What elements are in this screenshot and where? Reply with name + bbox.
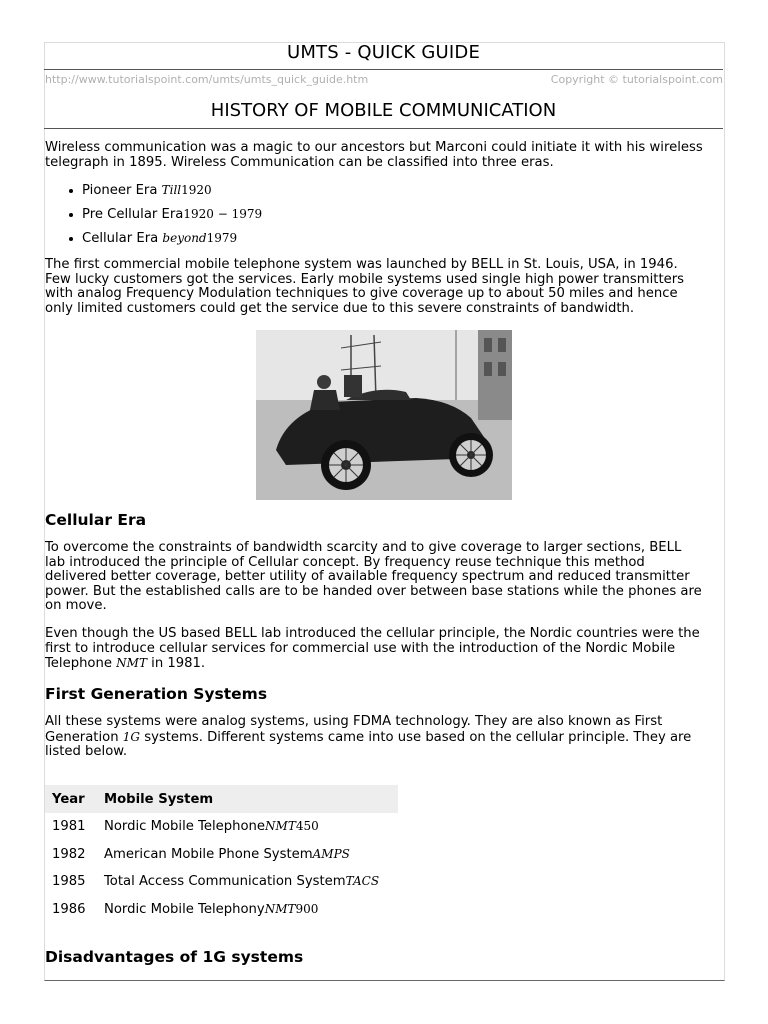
system-cell bbox=[97, 868, 398, 896]
era-label: Pioneer Era bbox=[82, 183, 162, 198]
era-math-italic: Till bbox=[161, 183, 182, 197]
history-divider bbox=[44, 128, 723, 129]
system-abbrev: NMT bbox=[264, 901, 296, 916]
text-line: with analog Frequency Modulation techniques to give coverage up to about 50 miles and hence bbox=[45, 286, 678, 302]
table-row bbox=[45, 841, 398, 869]
text-segment: systems. Different systems came into use based on the cellular principle. They are bbox=[140, 729, 692, 745]
text-line: on move. bbox=[45, 598, 107, 614]
math-abbrev: NMT bbox=[116, 656, 147, 671]
system-abbrev: TACS bbox=[345, 874, 380, 889]
history-intro-paragraph bbox=[45, 141, 725, 170]
era-label: Cellular Era bbox=[82, 231, 163, 246]
early-car-phone-photo bbox=[256, 330, 512, 500]
cellular-paragraph-1 bbox=[45, 541, 725, 614]
document-title: UMTS - QUICK GUIDE bbox=[286, 42, 481, 63]
text-line: listed below. bbox=[45, 744, 128, 760]
system-name: American Mobile Phone System bbox=[104, 846, 313, 862]
text-line: telegraph in 1895. Wireless Communication can be classified into three eras. bbox=[45, 154, 554, 170]
year-cell: 1986 bbox=[52, 901, 86, 917]
text-segment: Telephone bbox=[45, 656, 117, 672]
system-cell bbox=[97, 813, 398, 841]
system-cell bbox=[97, 841, 398, 869]
text-line: All these systems were analog systems, using FDMA technology. They are also known as First bbox=[45, 714, 663, 729]
source-url[interactable]: http://www.tutorialspoint.com/umts/umts_quick_guide.htm bbox=[45, 73, 369, 86]
text-line: Even though the US based BELL lab introduced the cellular principle, the Nordic countries were the bbox=[45, 626, 700, 641]
era-math-value: 1920 − 1979 bbox=[183, 207, 263, 221]
text-line: Wireless communication was a magic to our ancestors but Marconi could initiate it with his wireless bbox=[45, 140, 703, 155]
title-divider bbox=[44, 69, 723, 70]
era-math-value: 1920 bbox=[181, 183, 212, 197]
table-header-row bbox=[45, 785, 398, 813]
text-line: lab introduced the principle of Cellular concept. By frequency reuse technique this method bbox=[45, 554, 645, 570]
table-row bbox=[45, 896, 398, 924]
disadvantages-heading: Disadvantages of 1G systems bbox=[45, 948, 304, 966]
first-generation-heading: First Generation Systems bbox=[45, 685, 268, 703]
text-line: To overcome the constraints of bandwidth scarcity and to give coverage to larger sections, BELL bbox=[45, 540, 682, 555]
first-generation-paragraph bbox=[45, 715, 725, 760]
text-segment: in 1981. bbox=[146, 656, 206, 672]
system-name: Nordic Mobile Telephony bbox=[104, 901, 265, 917]
text-line: Few lucky customers got the services. Early mobile systems used single high power transmitters bbox=[45, 271, 685, 287]
year-cell: 1981 bbox=[52, 819, 86, 835]
math-abbrev: 1G bbox=[122, 729, 140, 744]
copyright-notice: Copyright © tutorialspoint.com bbox=[550, 73, 723, 86]
mobile-systems-table bbox=[45, 785, 398, 923]
era-math-value: 1979 bbox=[206, 231, 238, 245]
system-cell bbox=[97, 896, 398, 924]
cellular-era-heading: Cellular Era bbox=[45, 511, 147, 529]
history-paragraph-2 bbox=[45, 258, 725, 316]
text-segment: Generation bbox=[45, 729, 123, 745]
list-item bbox=[62, 206, 262, 230]
text-line: delivered better coverage, better utility of available frequency spectrum and reduced transmitter bbox=[45, 569, 690, 585]
text-line: only limited customers could get the service due to this severe constraints of bandwidth. bbox=[45, 300, 635, 316]
system-number: 900 bbox=[295, 901, 319, 916]
system-number: 450 bbox=[295, 819, 319, 834]
year-cell: 1985 bbox=[52, 874, 86, 890]
system-name: Nordic Mobile Telephone bbox=[104, 819, 266, 835]
text-line bbox=[45, 656, 725, 672]
system-name: Total Access Communication System bbox=[104, 874, 346, 890]
era-label: Pre Cellular Era bbox=[82, 207, 184, 222]
list-item bbox=[62, 230, 262, 254]
vintage-car-image bbox=[256, 330, 512, 500]
text-line: first to introduce cellular services for commercial use with the introduction of the Nordic Mobile bbox=[45, 640, 676, 656]
text-line bbox=[45, 730, 725, 746]
list-item bbox=[62, 182, 262, 206]
year-cell: 1982 bbox=[52, 846, 86, 862]
system-abbrev: AMPS bbox=[312, 846, 350, 861]
column-header-year: Year bbox=[45, 785, 97, 813]
cellular-paragraph-2 bbox=[45, 627, 725, 672]
text-line: The first commercial mobile telephone system was launched by BELL in St. Louis, USA, in 1946. bbox=[45, 257, 678, 272]
table-row bbox=[45, 813, 398, 841]
era-math-italic: beyond bbox=[162, 231, 207, 245]
eras-list bbox=[62, 182, 262, 254]
history-heading: HISTORY OF MOBILE COMMUNICATION bbox=[210, 100, 557, 121]
text-line: power. But the established calls are to be handed over between base stations while the phones are bbox=[45, 583, 702, 599]
table-row bbox=[45, 868, 398, 896]
column-header-mobile-system: Mobile System bbox=[97, 785, 398, 813]
system-abbrev: NMT bbox=[265, 819, 296, 834]
